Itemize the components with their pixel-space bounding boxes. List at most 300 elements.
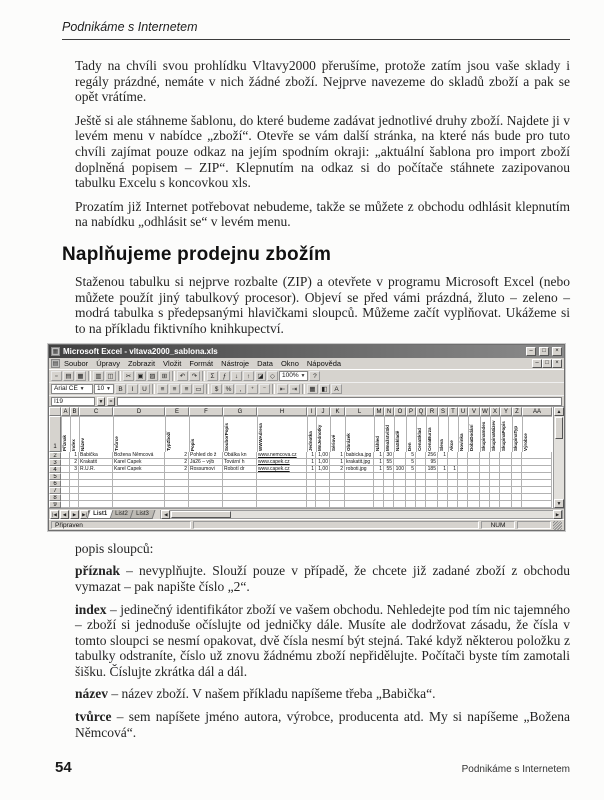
cell-m8[interactable] [374,494,384,501]
cell-u8[interactable] [458,494,468,501]
cell-b7[interactable] [70,487,79,494]
cell-a7[interactable] [61,487,70,494]
cell-m5[interactable] [374,473,384,480]
cell-c6[interactable] [79,480,113,487]
cell-v2[interactable] [468,452,480,459]
cell-h3[interactable]: www.capek.cz [257,459,307,466]
cell-s7[interactable] [438,487,448,494]
cell-d5[interactable] [113,473,165,480]
cell-i8[interactable] [307,494,316,501]
cell-aa6[interactable] [522,480,552,487]
cell-u3[interactable] [458,459,468,466]
menu-nastroje[interactable]: Nástroje [221,359,250,369]
cell-y7[interactable] [500,487,512,494]
cell-z8[interactable] [512,494,522,501]
column-header-y[interactable]: Y [500,407,512,416]
cell-f3[interactable]: Já26 – výb [189,459,223,466]
row-header-5[interactable]: 5 [49,473,61,480]
cell-s3[interactable] [438,459,448,466]
print-preview-icon[interactable]: ◫ [105,371,116,381]
font-size-selector[interactable]: 10 ▼ [94,384,114,394]
help-icon[interactable]: ? [309,371,320,381]
cell-q9[interactable] [416,501,426,508]
column-header-g[interactable]: G [223,407,257,416]
cell-k9[interactable] [330,501,345,508]
cell-e7[interactable] [165,487,189,494]
cell-z3[interactable] [512,459,522,466]
cell-q4[interactable] [416,466,426,473]
cell-h4[interactable]: www.capek.cz [257,466,307,473]
cell-y6[interactable] [500,480,512,487]
cell-p8[interactable] [406,494,416,501]
cell-p2[interactable]: 5 [406,452,416,459]
resize-grip[interactable] [553,521,562,530]
cell-c5[interactable] [79,473,113,480]
sort-asc-icon[interactable]: ↓ [231,371,242,381]
cell-n6[interactable] [384,480,394,487]
cell-w2[interactable] [480,452,490,459]
cell-aa3[interactable] [522,459,552,466]
font-color-icon[interactable]: A [331,384,342,394]
cell-d9[interactable] [113,501,165,508]
cell-g5[interactable] [223,473,257,480]
undo-icon[interactable]: ↶ [177,371,188,381]
cell-w8[interactable] [480,494,490,501]
scroll-right-icon[interactable]: ▶ [553,510,562,519]
cell-x2[interactable] [490,452,500,459]
cell-c7[interactable] [79,487,113,494]
formula-input[interactable] [117,397,562,406]
cell-s8[interactable] [438,494,448,501]
new-icon[interactable]: ▫ [51,371,62,381]
cell-x6[interactable] [490,480,500,487]
cell-q5[interactable] [416,473,426,480]
increase-decimal-icon[interactable]: ⁺ [247,384,258,394]
cell-f7[interactable] [189,487,223,494]
cell-h7[interactable] [257,487,307,494]
horizontal-scrollbar[interactable] [160,510,563,519]
percent-icon[interactable]: % [223,384,234,394]
column-header-h[interactable]: H [257,407,307,416]
cell-v9[interactable] [468,501,480,508]
name-box-dropdown-icon[interactable]: ▼ [98,398,104,405]
doc-close-button[interactable]: × [552,359,562,368]
cell-j5[interactable] [316,473,330,480]
cell-z7[interactable] [512,487,522,494]
worksheet-grid[interactable] [49,407,553,508]
cell-t5[interactable] [448,473,458,480]
cell-v7[interactable] [468,487,480,494]
cell-d8[interactable] [113,494,165,501]
font-name-selector[interactable]: Arial CE ▼ [51,384,93,394]
cell-x7[interactable] [490,487,500,494]
cell-j3[interactable]: 1,00 [316,459,330,466]
select-all-corner[interactable] [49,407,61,416]
sort-desc-icon[interactable]: ↑ [243,371,254,381]
cell-m7[interactable] [374,487,384,494]
cell-x8[interactable] [490,494,500,501]
cell-d2[interactable]: Božena Němcová [113,452,165,459]
cell-s6[interactable] [438,480,448,487]
align-left-icon[interactable]: ≡ [157,384,168,394]
cell-h6[interactable] [257,480,307,487]
cell-o6[interactable] [394,480,406,487]
restore-button[interactable]: □ [539,347,549,356]
cell-d6[interactable] [113,480,165,487]
cell-l8[interactable] [345,494,374,501]
cell-n2[interactable]: 30 [384,452,394,459]
cell-o3[interactable] [394,459,406,466]
cell-i2[interactable]: 1 [307,452,316,459]
cell-aa8[interactable] [522,494,552,501]
cell-y8[interactable] [500,494,512,501]
row-header-4[interactable]: 4 [49,466,61,473]
decrease-decimal-icon[interactable]: ⁻ [259,384,270,394]
horizontal-scroll-thumb[interactable] [171,511,231,518]
column-header-i[interactable]: I [307,407,316,416]
row-header-1[interactable]: 1 [49,416,61,452]
cell-f2[interactable]: Pohled do ž [189,452,223,459]
cell-b5[interactable] [70,473,79,480]
menu-soubor[interactable]: Soubor [64,359,89,369]
cell-j4[interactable]: 1,00 [316,466,330,473]
cell-e9[interactable] [165,501,189,508]
cell-y5[interactable] [500,473,512,480]
cell-e8[interactable] [165,494,189,501]
cell-m9[interactable] [374,501,384,508]
cell-q6[interactable] [416,480,426,487]
cell-u9[interactable] [458,501,468,508]
cell-g9[interactable] [223,501,257,508]
cell-f5[interactable] [189,473,223,480]
sheet-tab-list1[interactable] [87,510,114,519]
equals-button[interactable]: = [107,397,115,406]
align-right-icon[interactable]: ≡ [181,384,192,394]
sheet-tab-list3[interactable] [129,510,155,519]
cell-k4[interactable]: 2 [330,466,345,473]
cell-h5[interactable] [257,473,307,480]
cell-f4[interactable]: Rossumovi [189,466,223,473]
cell-k8[interactable] [330,494,345,501]
cell-p3[interactable]: 5 [406,459,416,466]
cell-t3[interactable] [448,459,458,466]
cell-i3[interactable]: 1 [307,459,316,466]
drawing-icon[interactable]: ◇ [267,371,278,381]
menu-data[interactable]: Data [257,359,273,369]
column-header-p[interactable]: P [406,407,416,416]
column-header-b[interactable]: B [70,407,79,416]
column-header-m[interactable]: M [374,407,384,416]
cell-t2[interactable] [448,452,458,459]
column-header-o[interactable]: O [394,407,406,416]
cell-y2[interactable] [500,452,512,459]
cell-w9[interactable] [480,501,490,508]
cell-n4[interactable]: 55 [384,466,394,473]
cell-b9[interactable] [70,501,79,508]
cell-l5[interactable] [345,473,374,480]
cell-v3[interactable] [468,459,480,466]
column-header-s[interactable]: S [438,407,448,416]
cell-o4[interactable]: 100 [395,466,404,473]
cell-l7[interactable] [345,487,374,494]
cell-d7[interactable] [113,487,165,494]
cell-a8[interactable] [61,494,70,501]
cell-m2[interactable]: 1 [374,452,384,459]
column-header-w[interactable]: W [480,407,490,416]
cell-k7[interactable] [330,487,345,494]
merge-center-icon[interactable]: ▭ [193,384,204,394]
cell-o8[interactable] [394,494,406,501]
cell-b3[interactable]: 2 [70,459,79,466]
cell-k6[interactable] [330,480,345,487]
cell-aa2[interactable] [522,452,552,459]
cell-x5[interactable] [490,473,500,480]
minimize-button[interactable]: – [526,347,536,356]
cell-l6[interactable] [345,480,374,487]
column-header-z[interactable]: Z [512,407,522,416]
cell-b2[interactable]: 1 [70,452,79,459]
cell-w3[interactable] [480,459,490,466]
cell-g6[interactable] [223,480,257,487]
cell-h9[interactable] [257,501,307,508]
cell-u4[interactable] [458,466,468,473]
tab-nav-prev-icon[interactable]: ◀ [60,510,69,519]
cell-l9[interactable] [345,501,374,508]
cell-w4[interactable] [480,466,490,473]
redo-icon[interactable]: ↷ [189,371,200,381]
increase-indent-icon[interactable]: ⇥ [289,384,300,394]
cell-k2[interactable]: 1 [330,452,345,459]
column-header-a[interactable]: A [61,407,70,416]
cell-e2[interactable]: 2 [165,452,189,459]
cell-z6[interactable] [512,480,522,487]
vertical-scroll-thumb[interactable] [555,417,563,439]
column-header-k[interactable]: K [330,407,345,416]
cell-j9[interactable] [316,501,330,508]
cell-p9[interactable] [406,501,416,508]
row-header-2[interactable]: 2 [49,452,61,459]
cell-v4[interactable] [468,466,480,473]
cell-w5[interactable] [480,473,490,480]
cell-d3[interactable]: Karel Čapek [113,459,165,466]
cell-u5[interactable] [458,473,468,480]
cell-j2[interactable]: 1,00 [316,452,330,459]
cell-s9[interactable] [438,501,448,508]
cell-v6[interactable] [468,480,480,487]
cell-q3[interactable] [416,459,426,466]
format-painter-icon[interactable]: ⊞ [159,371,170,381]
cell-w7[interactable] [480,487,490,494]
cell-w6[interactable] [480,480,490,487]
cell-p5[interactable] [406,473,416,480]
row-header-6[interactable]: 6 [49,480,61,487]
cell-c4[interactable]: R.U.R. [79,466,113,473]
cell-i7[interactable] [307,487,316,494]
doc-minimize-button[interactable]: – [532,359,542,368]
cell-l2[interactable]: babicka.jpg [345,452,374,459]
column-header-n[interactable]: N [384,407,394,416]
tab-nav-first-icon[interactable]: |◀ [50,510,59,519]
cell-z2[interactable] [512,452,522,459]
cell-a4[interactable] [61,466,70,473]
cell-h2[interactable]: www.nemcova.cz [257,452,307,459]
cell-aa7[interactable] [522,487,552,494]
column-header-x[interactable]: X [490,407,500,416]
row-header-7[interactable]: 7 [49,487,61,494]
vertical-scrollbar[interactable] [553,407,564,508]
cell-r4[interactable]: 185 [427,466,436,473]
cell-r8[interactable] [426,494,438,501]
tab-nav-next-icon[interactable]: ▶ [70,510,79,519]
cell-p4[interactable]: 5 [406,466,416,473]
cell-y3[interactable] [500,459,512,466]
cell-c2[interactable]: Babička [79,452,113,459]
column-header-aa[interactable]: AA [522,407,552,416]
borders-icon[interactable]: ▦ [307,384,318,394]
cell-t9[interactable] [448,501,458,508]
cell-t8[interactable] [448,494,458,501]
cell-q8[interactable] [416,494,426,501]
cell-q2[interactable] [416,452,426,459]
cell-aa5[interactable] [522,473,552,480]
cell-n9[interactable] [384,501,394,508]
close-button[interactable]: × [552,347,562,356]
cell-o9[interactable] [394,501,406,508]
cell-m3[interactable]: 1 [374,459,384,466]
cell-l4[interactable]: roboti.jpg [345,466,374,473]
cell-s2[interactable]: 1 [438,452,448,459]
cell-c9[interactable] [79,501,113,508]
column-header-v[interactable]: V [468,407,480,416]
cell-c3[interactable]: Krakatit [79,459,113,466]
cell-d4[interactable]: Karel Čapek [113,466,165,473]
cell-i9[interactable] [307,501,316,508]
cell-q7[interactable] [416,487,426,494]
cell-c8[interactable] [79,494,113,501]
fill-color-icon[interactable]: ◧ [319,384,330,394]
menu-vlozit[interactable]: Vložit [163,359,182,369]
currency-icon[interactable]: $ [211,384,222,394]
cell-i6[interactable] [307,480,316,487]
scroll-down-icon[interactable]: ▼ [554,499,564,508]
cell-g2[interactable]: Obálka kn [223,452,257,459]
menu-zobrazit[interactable]: Zobrazit [127,359,156,369]
cell-k3[interactable]: 1 [330,459,345,466]
cell-x3[interactable] [490,459,500,466]
cell-f8[interactable] [189,494,223,501]
cell-i4[interactable]: 1 [307,466,316,473]
column-header-d[interactable]: D [113,407,165,416]
cell-n8[interactable] [384,494,394,501]
paste-function-icon[interactable]: ƒ [219,371,230,381]
column-header-u[interactable]: U [458,407,468,416]
cell-r6[interactable] [426,480,438,487]
zoom-selector[interactable]: 100% ▼ [279,371,308,381]
cell-r3[interactable]: 95 [426,459,438,466]
cell-a3[interactable] [61,459,70,466]
cell-e6[interactable] [165,480,189,487]
column-header-q[interactable]: Q [416,407,426,416]
menu-napoveda[interactable]: Nápověda [306,359,342,369]
column-header-c[interactable]: C [79,407,113,416]
column-header-t[interactable]: T [448,407,458,416]
menu-format[interactable]: Formát [189,359,214,369]
menu-upravy[interactable]: Úpravy [96,359,120,369]
cell-v8[interactable] [468,494,480,501]
row-header-8[interactable]: 8 [49,494,61,501]
cell-p7[interactable] [406,487,416,494]
cell-f6[interactable] [189,480,223,487]
cell-j8[interactable] [316,494,330,501]
cell-o5[interactable] [394,473,406,480]
cell-t6[interactable] [448,480,458,487]
autosum-icon[interactable]: Σ [207,371,218,381]
cell-j7[interactable] [316,487,330,494]
cell-e3[interactable]: 2 [165,459,189,466]
cell-s4[interactable]: 1 [438,466,448,473]
cell-b4[interactable]: 3 [70,466,79,473]
comma-icon[interactable]: , [235,384,246,394]
name-box[interactable]: I19 [51,397,95,406]
cell-v5[interactable] [468,473,480,480]
cell-g8[interactable] [223,494,257,501]
scroll-left-icon[interactable]: ◀ [161,510,170,519]
doc-restore-button[interactable]: □ [542,359,552,368]
cell-e4[interactable]: 2 [165,466,189,473]
cell-h8[interactable] [257,494,307,501]
cell-p6[interactable] [406,480,416,487]
column-header-e[interactable]: E [165,407,189,416]
save-icon[interactable]: ▦ [75,371,86,381]
open-icon[interactable]: ▤ [63,371,74,381]
scroll-up-icon[interactable]: ▲ [554,407,564,416]
cell-n7[interactable] [384,487,394,494]
cell-b8[interactable] [70,494,79,501]
cell-u2[interactable] [458,452,468,459]
cell-s5[interactable] [438,473,448,480]
cell-r7[interactable] [426,487,438,494]
align-center-icon[interactable]: ≡ [169,384,180,394]
cell-r2[interactable]: 256 [427,452,436,459]
underline-icon[interactable]: U [139,384,150,394]
cell-o2[interactable] [394,452,406,459]
cell-r9[interactable] [426,501,438,508]
cell-j6[interactable] [316,480,330,487]
column-header-f[interactable]: F [189,407,223,416]
column-header-l[interactable]: L [345,407,374,416]
cell-r5[interactable] [426,473,438,480]
column-header-r[interactable]: R [426,407,438,416]
row-header-9[interactable]: 9 [49,501,61,508]
cell-o7[interactable] [394,487,406,494]
cell-m4[interactable]: 1 [374,466,384,473]
paste-icon[interactable]: ▨ [147,371,158,381]
decrease-indent-icon[interactable]: ⇤ [277,384,288,394]
cell-m6[interactable] [374,480,384,487]
cell-aa4[interactable] [522,466,552,473]
copy-icon[interactable]: ▣ [135,371,146,381]
cell-a9[interactable] [61,501,70,508]
cell-n5[interactable] [384,473,394,480]
cut-icon[interactable]: ✂ [123,371,134,381]
cell-z5[interactable] [512,473,522,480]
cell-t4[interactable]: 1 [448,466,458,473]
cell-y4[interactable] [500,466,512,473]
tab-nav-last-icon[interactable]: ▶| [80,510,89,519]
cell-u7[interactable] [458,487,468,494]
cell-a2[interactable] [61,452,70,459]
print-icon[interactable]: ▥ [93,371,104,381]
